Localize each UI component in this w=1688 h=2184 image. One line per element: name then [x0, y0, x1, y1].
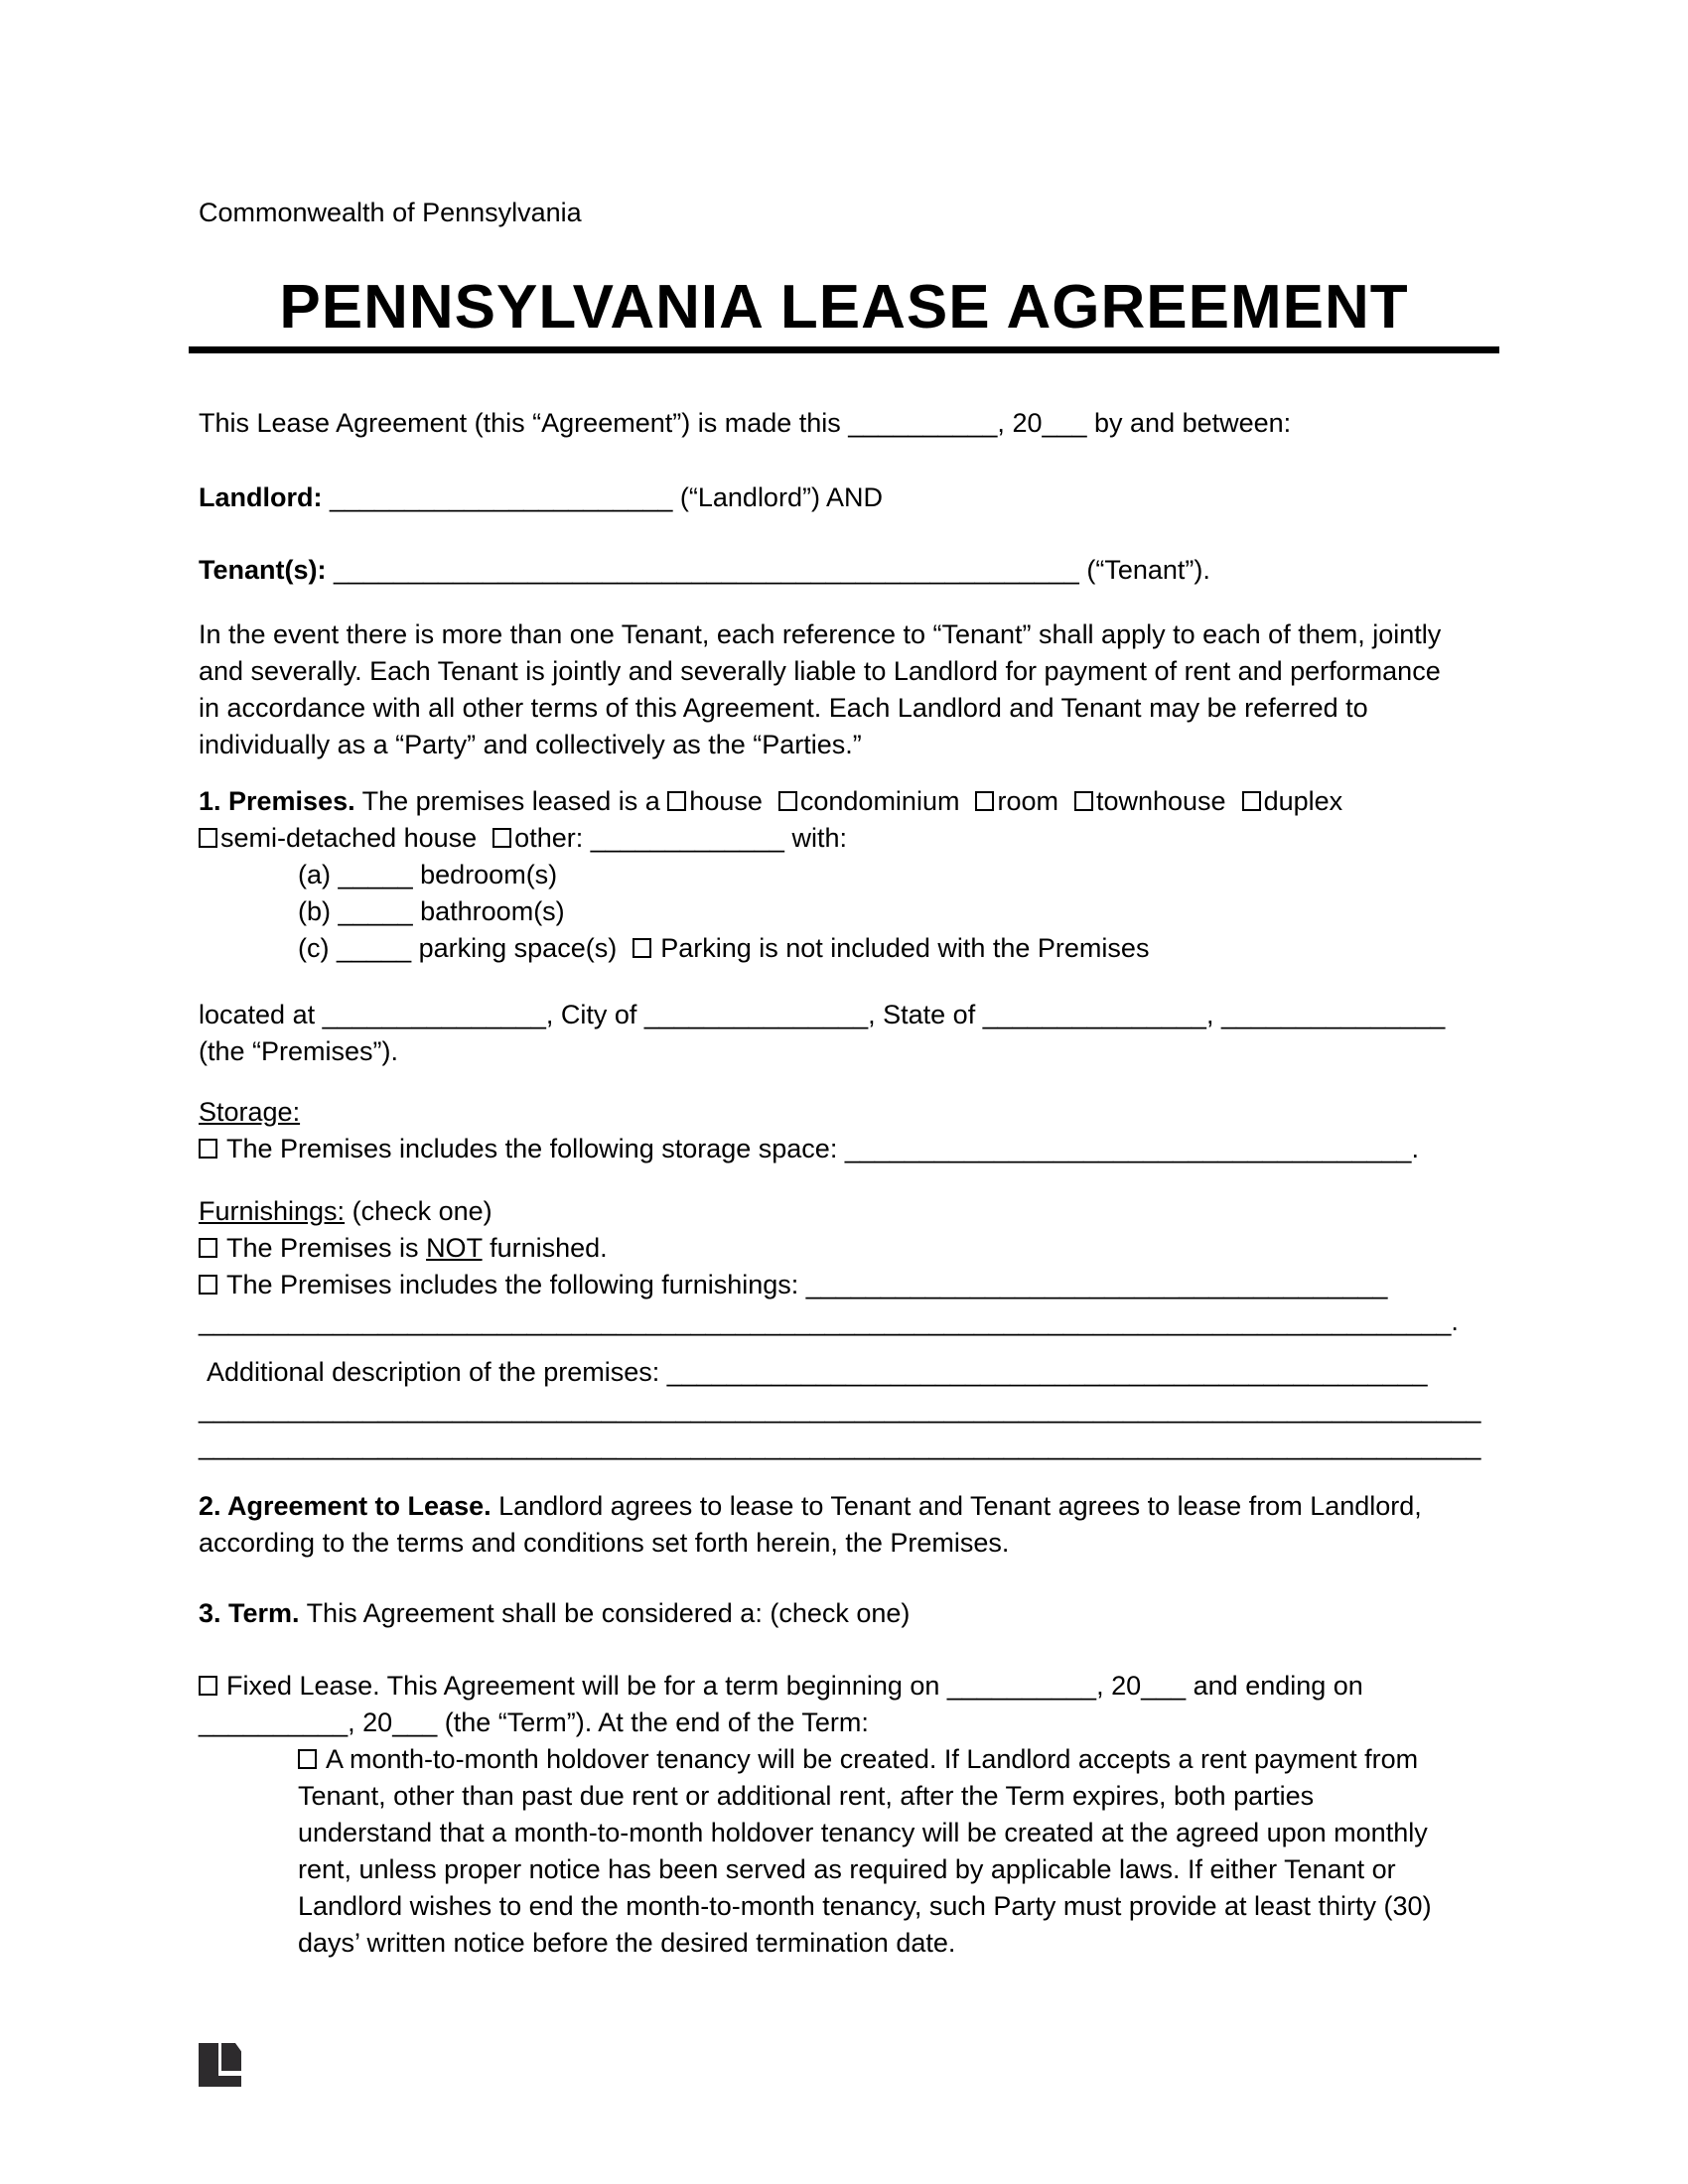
additional-description-label: Additional description of the premises: — [207, 1357, 667, 1387]
fixed-lease-text: Fixed Lease. This Agreement will be for a term beginning on __________, 20___ and ending on — [226, 1671, 1363, 1701]
legal-templates-logo — [199, 2043, 241, 2087]
furnishings-heading-note: (check one) — [352, 1196, 492, 1226]
holdover-line-1 — [298, 1741, 1499, 1778]
landlord-label: Landlord: — [199, 482, 323, 512]
furnishings-heading: Furnishings: — [199, 1196, 346, 1226]
additional-description-block — [199, 1354, 1499, 1464]
address-text: , City of — [545, 1000, 644, 1029]
furnishings-list-field-2[interactable]: ____________________________________________________________________________________. — [199, 1306, 1459, 1336]
bathrooms-count-field[interactable]: _____ — [338, 896, 413, 926]
premises-lead: The premises leased is a — [361, 786, 660, 816]
checkbox-icon[interactable] — [1242, 791, 1261, 811]
additional-description-field-2[interactable]: ______________________________________________________________________________________ — [199, 1394, 1481, 1424]
clause-line: and severally. Each Tenant is jointly and severally liable to Landlord for payment of rent and performance — [199, 656, 1441, 686]
holdover-line: Landlord wishes to end the month-to-month tenancy, such Party must provide at least thirty (30) — [298, 1891, 1432, 1921]
premises-type-line-2 — [199, 820, 1499, 857]
jurisdiction-note: Commonwealth of Pennsylvania — [199, 198, 582, 227]
agreement-line-2: according to the terms and conditions set forth herein, the Premises. — [199, 1528, 1010, 1558]
additional-description-field-3[interactable]: ______________________________________________________________________________________ — [199, 1431, 1481, 1460]
option-label: room — [997, 786, 1058, 816]
fixed-lease-block — [199, 1668, 1499, 1741]
option-label: townhouse — [1095, 786, 1226, 816]
premises-address-line — [199, 997, 1499, 1033]
option-label: condominium — [799, 786, 960, 816]
checkbox-icon[interactable] — [492, 828, 511, 848]
tenant-suffix: (“Tenant”). — [1086, 555, 1210, 585]
logo-corner-block — [221, 2043, 241, 2071]
storage-space-field[interactable]: ______________________________________. — [844, 1134, 1419, 1163]
checkbox-icon[interactable] — [975, 791, 994, 811]
option-other — [492, 823, 583, 853]
additional-description-line-2 — [199, 1391, 1499, 1428]
page-title: PENNSYLVANIA LEASE AGREEMENT — [189, 275, 1499, 353]
row-index: (b) — [298, 896, 331, 926]
tenant-line — [199, 552, 1499, 589]
furnished-option-line — [199, 1267, 1499, 1303]
parking-count-field[interactable]: _____ — [337, 933, 412, 963]
additional-description-line — [199, 1354, 1499, 1391]
additional-description-line-3 — [199, 1428, 1499, 1464]
storage-heading-line — [199, 1094, 1499, 1131]
option-house — [667, 786, 763, 816]
not-word: NOT — [426, 1233, 483, 1263]
premises-defined-suffix: (the “Premises”). — [199, 1036, 399, 1066]
storage-option-line — [199, 1131, 1499, 1167]
holdover-line: rent, unless proper notice has been served as required by applicable laws. If either Tenant or — [298, 1854, 1396, 1884]
premises-address-block — [199, 997, 1499, 1070]
checkbox-icon[interactable] — [1074, 791, 1093, 811]
address-text: , — [1205, 1000, 1221, 1029]
bedrooms-count-field[interactable]: _____ — [338, 860, 413, 889]
clause-line: in accordance with all other terms of this Agreement. Each Landlord and Tenant may be referred to — [199, 693, 1368, 723]
row-label: bathroom(s) — [420, 896, 565, 926]
agreement-text: Landlord agrees to lease to Tenant and Tenant agrees to lease from Landlord, — [498, 1491, 1422, 1521]
checkbox-icon[interactable] — [667, 791, 686, 811]
checkbox-icon[interactable] — [199, 1676, 217, 1696]
intro-clause: This Lease Agreement (this “Agreement”) is made this __________, 20___ by and between: — [199, 408, 1292, 438]
other-type-field[interactable]: _____________ — [590, 823, 784, 853]
row-label: parking space(s) — [418, 933, 618, 963]
section-premises — [199, 783, 1499, 967]
agreement-line-1 — [199, 1488, 1499, 1525]
option-label: duplex — [1263, 786, 1343, 816]
option-duplex — [1242, 786, 1343, 816]
row-index: (a) — [298, 860, 331, 889]
holdover-line: understand that a month-to-month holdover tenancy will be created at the agreed upon monthly — [298, 1818, 1428, 1847]
term-heading: 3. Term. — [199, 1598, 300, 1628]
furnishings-heading-line — [199, 1193, 1499, 1230]
landlord-suffix: (“Landlord”) AND — [679, 482, 883, 512]
with-label: with: — [791, 823, 847, 853]
additional-description-field[interactable]: ___________________________________________________ — [666, 1357, 1428, 1387]
holdover-line: Tenant, other than past due rent or additional rent, after the Term expires, both parties — [298, 1781, 1315, 1811]
holdover-text: A month-to-month holdover tenancy will be created. If Landlord accepts a rent payment from — [326, 1744, 1419, 1774]
furnishings-list-field[interactable]: _______________________________________ — [805, 1270, 1388, 1299]
address-text: located at — [199, 1000, 323, 1029]
checkbox-icon[interactable] — [199, 1275, 217, 1295]
city-field[interactable]: _______________ — [643, 1000, 869, 1029]
fixed-lease-line-2: __________, 20___ (the “Term”). At the end of the Term: — [199, 1707, 869, 1737]
option-text: furnished. — [482, 1233, 608, 1263]
storage-block — [199, 1094, 1499, 1167]
not-furnished-option-line — [199, 1230, 1499, 1267]
option-condominium — [778, 786, 960, 816]
storage-heading: Storage: — [199, 1097, 301, 1127]
parking-row — [298, 930, 1499, 967]
row-index: (c) — [298, 933, 330, 963]
furnishings-block — [199, 1193, 1499, 1340]
landlord-name-field[interactable]: _______________________ — [330, 482, 673, 512]
term-intro-text: This Agreement shall be considered a: (check one) — [306, 1598, 911, 1628]
checkbox-icon[interactable] — [199, 1238, 217, 1258]
state-field[interactable]: _______________ — [982, 1000, 1206, 1029]
checkbox-icon[interactable] — [778, 791, 797, 811]
premises-heading: 1. Premises. — [199, 786, 355, 816]
option-text: The Premises is — [226, 1233, 427, 1263]
option-room — [975, 786, 1058, 816]
clause-line: In the event there is more than one Tenant, each reference to “Tenant” shall apply to each of them, jointly — [199, 619, 1442, 649]
row-label: bedroom(s) — [420, 860, 558, 889]
option-label: house — [689, 786, 763, 816]
tenant-label: Tenant(s): — [199, 555, 327, 585]
option-label: other: — [514, 823, 584, 853]
holdover-clause — [298, 1741, 1499, 1962]
premises-type-line-1 — [199, 783, 1499, 820]
option-semi-detached — [199, 823, 477, 853]
bathrooms-row — [298, 893, 1499, 930]
tenant-name-field[interactable]: __________________________________________________ — [334, 555, 1079, 585]
street-field[interactable]: _______________ — [322, 1000, 546, 1029]
storage-option-text: The Premises includes the following storage space: — [226, 1134, 845, 1163]
clause-line: individually as a “Party” and collectively as the “Parties.” — [199, 730, 862, 759]
checkbox-icon[interactable] — [199, 828, 217, 848]
joint-liability-clause — [199, 616, 1499, 763]
option-label: semi-detached house — [220, 823, 478, 853]
option-townhouse — [1074, 786, 1226, 816]
term-heading-line — [199, 1595, 1499, 1632]
zip-field[interactable]: _______________ — [1220, 1000, 1446, 1029]
holdover-line: days’ written notice before the desired termination date. — [298, 1928, 956, 1958]
agreement-heading: 2. Agreement to Lease. — [199, 1491, 492, 1521]
furnishings-continuation-line — [199, 1303, 1499, 1340]
logo-foot-bar — [199, 2076, 241, 2087]
fixed-lease-line-1 — [199, 1668, 1499, 1705]
checkbox-icon[interactable] — [298, 1749, 317, 1769]
section-term — [199, 1595, 1499, 1632]
parking-note: Parking is not included with the Premises — [660, 933, 1150, 963]
bedrooms-row — [298, 857, 1499, 893]
landlord-line — [199, 479, 1499, 516]
checkbox-icon[interactable] — [633, 938, 651, 958]
section-agreement-to-lease — [199, 1488, 1499, 1562]
option-text: The Premises includes the following furnishings: — [226, 1270, 806, 1299]
address-text: , State of — [868, 1000, 983, 1029]
checkbox-icon[interactable] — [199, 1139, 217, 1159]
